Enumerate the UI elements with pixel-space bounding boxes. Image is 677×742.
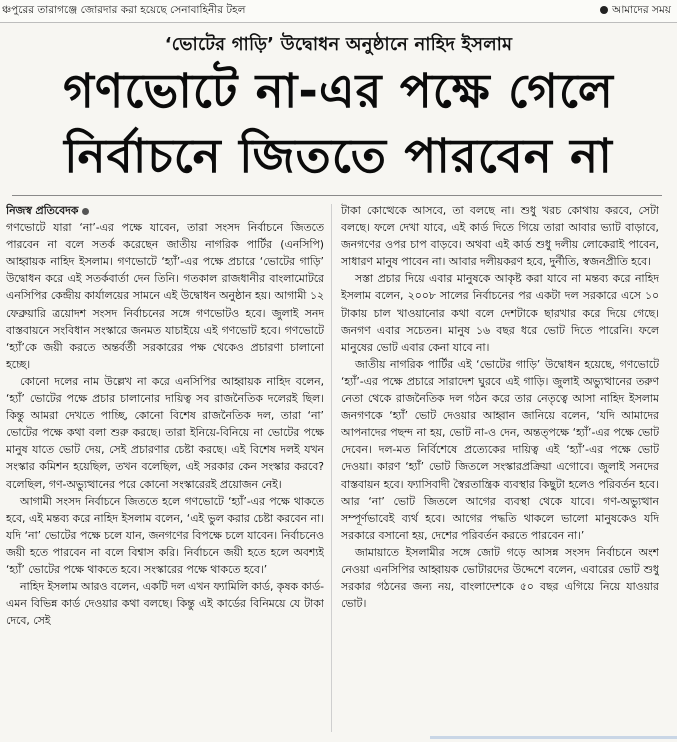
byline-row	[6, 202, 324, 219]
headline-line-2: নির্বাচনে জিততে পারবেন না	[64, 129, 613, 184]
headline-line-1: গণভোটে না-এর পক্ষে গেলে	[63, 64, 614, 119]
footer-rule	[430, 736, 677, 739]
bullet-icon	[600, 6, 608, 14]
article-column-right	[341, 202, 659, 732]
top-strip	[0, 0, 677, 23]
strip-section	[600, 0, 671, 20]
byline-dot-icon	[82, 208, 89, 215]
newspaper-name: আমাদের সময়	[612, 4, 671, 16]
paragraph: গণভোটে যারা ‘না’-এর পক্ষে যাবেন, তারা সংসদ নির্বাচনে জিততে পারবেন না বলে সতর্ক করেছেন জাতীয় নাগরিক পার্টির (এনসিপি) আহ্বায়ক নাহিদ ইসলাম। গণভোটে ‘হ্যাঁ’-এর পক্ষে প্রচারে ‘ভোটের গাড়ি’ উদ্বোধন করে এই সতর্কবার্তা দেন তিনি। গতকাল রাজধানীর বাংলামোটরে এনসিপির কেন্দ্রীয় কার্যালয়ের সামনে এই উদ্বোধন অনুষ্ঠান হয়। আগামী ১২ ফেব্রুয়ারি ত্রয়োদশ সংসদ নির্বাচনের সঙ্গে গণভোটও হবে। জুলাই সনদ বাস্তবায়নে সংবিধান সংস্কারে জনমত যাচাইয়ে এই গণভোট হবে। গণভোটে ‘হ্যাঁ’কে জয়ী করতে অন্তর্বর্তী সরকারের পক্ষ থেকেও প্রচারণা চালানো হচ্ছে।	[6, 221, 324, 371]
article-column-left	[6, 202, 324, 732]
article-kicker: ‘ভোটের গাড়ি’ উদ্বোধন অনুষ্ঠানে নাহিদ ইসলাম	[164, 34, 513, 55]
paragraph: সস্তা প্রচার দিয়ে এবার মানুষকে আকৃষ্ট করা যাবে না মন্তব্য করে নাহিদ ইসলাম বলেন, ২০০৮ সালের নির্বাচনের পর একটা দল সরকারে এসে ১০ টাকায় চাল খাওয়ানোর কথা বলে দেশটাকে ছারখার করে দিয়ে গেছে। জনগণ এবার সচেতন। মানুষ ১৬ বছর ধরে ভোট দিতে পারেনি। ফলে মানুষের ভোট এবার কেনা যাবে না।	[341, 272, 659, 354]
paragraph: আগামী সংসদ নির্বাচনে জিততে হলে গণভোটে ‘হ্যাঁ’-এর পক্ষে থাকতে হবে, এই মন্তব্য করে নাহিদ ইসলাম বলেন, ‘এই ভুল করার চেষ্টা করবেন না। যদি ‘না’ ভোটের পক্ষে চলে যান, জনগণের বিপক্ষে চলে যাবেন। নির্বাচনেও জয়ী হতে পারবেন না বলে বিশ্বাস করি। নির্বাচনে জয়ী হতে হলে অবশ্যই ‘হ্যাঁ’ ভোটের পক্ষে থাকতে হবে। সংস্কারের পক্ষে থাকতে হবে।’	[6, 494, 324, 576]
headline-rule	[12, 195, 662, 196]
paragraph: নাহিদ ইসলাম আরও বলেন, একটি দল এখন ফ্যামিলি কার্ড, কৃষক কার্ড- এমন বিভিন্ন কার্ড দেওয়ার কথা বলছে। কিন্তু এই কার্ডের বিনিময়ে যে টাকা দেবে, সেই	[6, 580, 324, 628]
paragraph: জামায়াতে ইসলামীর সঙ্গে জোট গড়ে আসন্ন সংসদ নির্বাচনে অংশ নেওয়া এনসিপির আহ্বায়ক ভোটারদের উদ্দেশে বলেন, এবারের ভোট শুধু সরকার গঠনের জন্য নয়, বাংলাদেশকে ৫০ বছর এগিয়ে নিয়ে যাওয়ার ভোট।	[341, 545, 659, 611]
strip-headline: ঞ্চপুরের তারাগঞ্জে জোরদার করা হয়েছে সেনাবাহিনীর টহল	[2, 4, 246, 16]
paragraph: কোনো দলের নাম উল্লেখ না করে এনসিপির আহ্বায়ক নাহিদ বলেন, ‘হ্যাঁ’ ভোটের পক্ষে প্রচার চালানোর দায়িত্ব সব রাজনৈতিক দলেরই ছিল। কিন্তু আমরা দেখতে পাচ্ছি, কোনো বিশেষ রাজনৈতিক দল, তারা ‘না’ ভোটের পক্ষে কথা বলা শুরু করছে। তারা ইনিয়ে-বিনিয়ে না ভোটের পক্ষে মানুষ যাতে ভোট দেয়, সেই প্রচারণার চেষ্টা করছে। এই বিশেষ দলই যখন সংস্কার কমিশন হয়েছিল, তখন বলেছিল, এই সরকার কেন সংস্কার করবে? বলেছিল, গণ-অভ্যুত্থানের পরে কোনো সংস্কারেরই প্রয়োজন নেই।	[6, 374, 324, 491]
column-divider	[331, 204, 332, 732]
paragraph: জাতীয় নাগরিক পার্টির এই ‘ভোটের গাড়ি’ উদ্বোধন হয়েছে, গণভোটে ‘হ্যাঁ’-এর পক্ষে প্রচারে সারাদেশ ঘুরবে এই গাড়ি। জুলাই অভ্যুত্থানের তরুণ নেতা থেকে রাজনৈতিক দল গঠন করে তার নেতৃত্বে আসা নাহিদ ইসলাম জনগণকে ‘হ্যাঁ’ ভোট দেওয়ার আহ্বান জানিয়ে বলেন, ‘যদি আমাদের আপনাদের পছন্দ না হয়, ভোট না-ও দেন, অন্তত্পক্ষে ‘হ্যাঁ’-এর পক্ষে ভোট দেবেন। দল-মত নির্বিশেষে প্রত্যেকের দায়িত্ব এই ‘হ্যাঁ’-এর পক্ষে ভোট দেওয়া। কারণ ‘হ্যাঁ’ ভোট জিতলে সংস্কারপ্রক্রিয়া এগোবে। জুলাই সনদের বাস্তবায়ন হবে। ফ্যাসিবাদী স্বৈরতান্ত্রিক ব্যবস্থার কিছুটা হলেও পরিবর্তন হবে। আর ‘না’ ভোট জিতলে আগের ব্যবস্থা থেকে যাবে। গণ-অভ্যুত্থান সম্পূর্ণভাবেই ব্যর্থ হবে। আগের পদ্ধতি থাকলে ভালো মানুষকেও যদি সরকারে বসানো হয়, দেশের পরিবর্তন করতে পারবেন না।’	[341, 357, 659, 542]
paragraph: টাকা কোত্থেকে আসবে, তা বলছে না। শুধু খরচ কোথায় করবে, সেটা বলছে। ফলে দেখা যাবে, এই কার্ড দিতে গিয়ে তারা আবার ভ্যাট বাড়াবে, জনগণের ওপর চাপ বাড়বে। অথবা এই কার্ড শুধু দলীয় লোকেরাই পাবেন, সাধারণ মানুষ পাবেন না। আবার দলীয়করণ হবে, দুর্নীতি, স্বজনপ্রীতি হবে।	[341, 204, 659, 269]
byline: নিজস্ব প্রতিবেদক	[6, 204, 79, 217]
